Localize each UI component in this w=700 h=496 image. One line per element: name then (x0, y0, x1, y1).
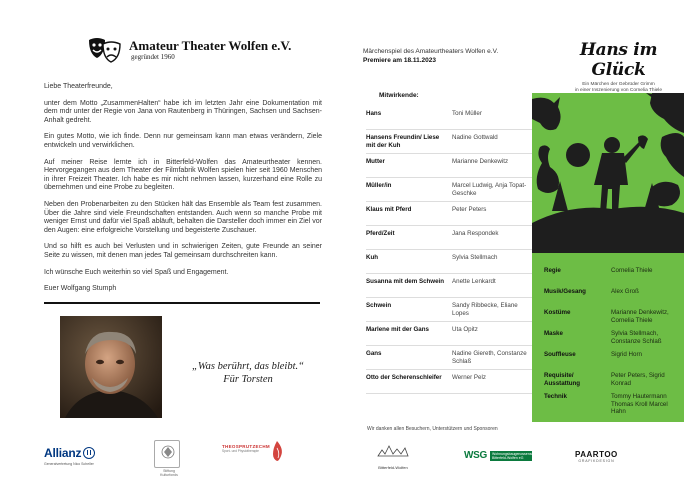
letter-greeting: Liebe Theaterfreunde, (44, 83, 113, 90)
portrait-photo (60, 316, 162, 418)
allianz-tagline: Generalvertretung Nico Scheller (44, 462, 94, 466)
letter-paragraph: unter dem Motto „ZusammenHalten“ habe ich im letzten Jahr eine Dokumentation mit dem mdr unter der Regie von Jana von Rautenberg in Thüringen, Sachsen und Sachsen-Anhalt gedreht. (44, 99, 322, 124)
cast-row (366, 298, 536, 322)
sponsor-logos-left (0, 436, 350, 476)
crew-row (544, 372, 684, 393)
crew-role: Maske (544, 330, 563, 337)
portrait-image (60, 316, 162, 418)
bitterfeld-skyline-icon (376, 444, 410, 458)
play-subtitle-line: in einer Inszenierung von Cornelia Thiele (574, 88, 663, 93)
cast-role: Kuh (366, 254, 379, 261)
crew-person: Sigrid Horn (611, 351, 642, 358)
letter-paragraph: Ich wünsche Euch weiterhin so viel Spaß und Engagement. (44, 268, 229, 276)
cast-row (366, 130, 536, 154)
crew-row (544, 330, 684, 351)
theater-founded: gegründet 1960 (131, 53, 175, 61)
crew-person: Alex Groß (611, 288, 639, 295)
cast-row (366, 178, 536, 202)
paartoo-logo (575, 450, 618, 463)
allianz-eagle-icon (83, 447, 95, 459)
crew-person: Peter Peters, Sigrid Konrad (611, 372, 665, 387)
letter (44, 83, 322, 302)
cast-row (366, 322, 536, 346)
memorial-quote (168, 360, 328, 386)
cast-role: Müller/in (366, 182, 392, 189)
cast-actor: Marcel Ludwig, Anja Topat-Geschke (452, 182, 527, 197)
theater-masks-icon (87, 36, 123, 64)
wsg-logo (464, 450, 540, 461)
stiftung-logo (154, 440, 180, 477)
cast-actor: Werner Pelz (452, 374, 486, 381)
quote-line: „Was berührt, das bleibt.“ (192, 361, 304, 372)
cast-actor: Marianne Denkewitz (452, 158, 509, 165)
letter-paragraph: Neben den Probenarbeiten zu den Stücken hält das Ensemble als Team fest zusammen. Über die Jahre sind viele Freundschaften entstanden. Auch wenn so manche Probe mit weniger Ernst und dafür viel Spaß abläuft, behalten die Darsteller doch immer ein Ziel vor den Augen: eine erfolgreiche Vorstellung und begeisterte Zuschauer. (44, 200, 322, 234)
cast-row (366, 202, 536, 226)
play-title-block (551, 40, 686, 94)
paartoo-name: PAARTOO (575, 450, 618, 459)
allianz-logo (44, 444, 95, 466)
crew-role: Regie (544, 267, 561, 274)
premiere-date: Premiere am 18.11.2023 (363, 57, 437, 64)
theater-logo (87, 36, 291, 64)
cast-actor: Sylvia Stellmach (452, 254, 498, 261)
play-title: Hans im Glück (579, 40, 658, 80)
thanks-note: Wir danken allen Besuchern, Unterstützern und Sponsoren (367, 426, 498, 432)
bitterfeld-logo (376, 444, 410, 470)
cast-role: Marlene mit der Gans (366, 326, 429, 333)
crew-row (544, 267, 684, 288)
cast-role: Otto der Scherenschleifer (366, 374, 442, 381)
allianz-name: Allianz (44, 446, 82, 460)
theo-flame-icon (270, 440, 284, 462)
cast-row (366, 226, 536, 250)
quote-dedication: Für Torsten (223, 374, 273, 385)
cast-actor: Uta Opitz (452, 326, 478, 333)
bitterfeld-name: Bitterfeld-Wolfen (378, 465, 408, 470)
crew-role: Requisite/ Ausstattung (544, 372, 581, 387)
cast-role: Pferd/Zeit (366, 230, 395, 237)
letter-paragraph: Und so hilft es auch bei Verlusten und in schwierigen Zeiten, gute Freunde an seiner Seite zu wissen, mit denen man jedes Tal gemeinsam durchschreiten kann. (44, 243, 322, 259)
crew-person: Sylvia Stellmach, Constanze Schlaß (611, 330, 662, 345)
fairytale-silhouette-illustration (532, 93, 684, 253)
cast-role: Susanna mit dem Schwein (366, 278, 445, 285)
crew-row (544, 288, 684, 309)
cast-role: Hans (366, 110, 382, 117)
sponsor-logos-right (350, 436, 700, 476)
cast-role: Gans (366, 350, 382, 357)
letter-paragraph: Auf meiner Reise lernte ich in Bitterfeld-Wolfen das Amateurtheater kennen. Hervorgegangen aus dem Theater der Filmfabrik Wolfen spielen hier seit 1960 Menschen in ihrer Freizeit Theater. Ich habe es mir nicht nehmen lassen, kurzerhand eine Rolle zu übernehmen und eine Probe zu begleiten. (44, 158, 322, 192)
cast-actor: Anette Lenkardt (452, 278, 496, 285)
cast-actor: Toni Müller (452, 110, 482, 117)
crew-row (544, 351, 684, 372)
wsg-name: WSG (464, 450, 487, 461)
event-description: Märchenspiel des Amateurtheaters Wolfen e.V. (363, 48, 499, 55)
crew-person: Marianne Denkewitz, Cornelia Thiele (611, 309, 669, 324)
cast-actor: Nadine Giereth, Constanze Schlaß (452, 350, 527, 365)
cast-actor: Peter Peters (452, 206, 487, 213)
letter-signature: Euer Wolfgang Stumph (44, 285, 117, 293)
cast-row (366, 346, 536, 370)
stiftung-name: Stiftung Kulturfonds (160, 469, 178, 477)
cast-list (366, 106, 536, 394)
crew-role: Technik (544, 393, 567, 400)
letter-paragraph: Ein gutes Motto, wie ich finde. Denn nur gemeinsam kann man etwas verändern, Ziele entwickeln und verwirklichen. (44, 133, 322, 149)
crew-person: Cornelia Thiele (611, 267, 653, 274)
stiftung-emblem-icon (155, 441, 181, 467)
cast-row (366, 250, 536, 274)
cast-actor: Nadine Gottwald (452, 134, 498, 141)
crew-row (544, 309, 684, 330)
cast-role: Schwein (366, 302, 392, 309)
divider (44, 302, 320, 304)
crew-row (544, 393, 684, 416)
cast-actor: Jana Respondek (452, 230, 499, 237)
cast-role: Hansens Freundin/ Liese mit der Kuh (366, 134, 440, 149)
crew-person: Tommy Hautermann Thomas Kroll Marcel Hahn (611, 393, 668, 416)
crew-role: Musik/Gesang (544, 288, 586, 295)
crew-list (544, 267, 684, 416)
crew-panel (532, 93, 684, 422)
crew-role: Kostüme (544, 309, 571, 316)
crew-role: Souffleuse (544, 351, 576, 358)
theo-logo (222, 444, 292, 453)
theo-subtitle: Sport- und Physiotherapie (222, 449, 259, 453)
event-info (363, 47, 498, 65)
cast-row (366, 106, 536, 130)
theo-name: THEOSPRUTZECHM (222, 444, 270, 449)
play-subtitle-line: Ein Märchen der Gebrüder Grimm (582, 82, 655, 87)
cast-heading: Mitwirkende: (379, 92, 419, 99)
right-page (350, 0, 700, 496)
cast-actor: Sandy Ribbecke, Eliane Lopes (452, 302, 518, 317)
cast-role: Klaus mit Pferd (366, 206, 412, 213)
wsg-tagline: Wohnungsbaugenossenschaft Bitterfeld-Wolfen eG (492, 451, 540, 460)
cast-row (366, 274, 536, 298)
cast-row (366, 370, 536, 394)
cast-row (366, 154, 536, 178)
theater-name: Amateur Theater Wolfen e.V. (129, 38, 292, 53)
cast-role: Mutter (366, 158, 385, 165)
paartoo-subtitle: GRAFIKDESIGN (578, 459, 615, 463)
